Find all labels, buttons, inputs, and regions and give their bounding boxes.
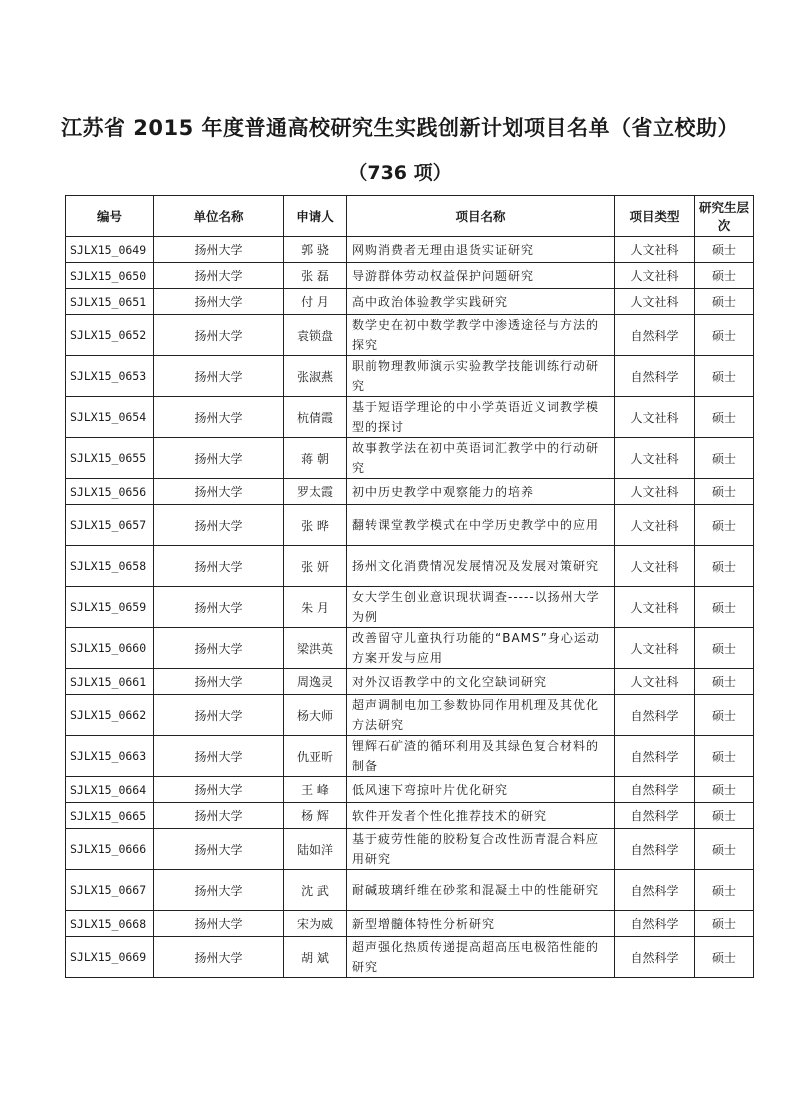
cell-level: 硕士 — [695, 803, 754, 829]
cell-id: SJLX15_0660 — [66, 628, 154, 669]
column-header-unit: 单位名称 — [154, 196, 284, 237]
cell-project-name: 初中历史教学中观察能力的培养 — [347, 479, 615, 505]
table-row — [66, 937, 754, 978]
cell-unit: 扬州大学 — [154, 263, 284, 289]
cell-unit: 扬州大学 — [154, 315, 284, 356]
cell-id: SJLX15_0652 — [66, 315, 154, 356]
cell-id: SJLX15_0666 — [66, 829, 154, 870]
cell-applicant: 沈 武 — [284, 870, 347, 911]
cell-applicant: 杨 辉 — [284, 803, 347, 829]
cell-id: SJLX15_0658 — [66, 546, 154, 587]
cell-unit: 扬州大学 — [154, 438, 284, 479]
cell-id: SJLX15_0651 — [66, 289, 154, 315]
cell-unit: 扬州大学 — [154, 237, 284, 263]
cell-project-type: 自然科学 — [615, 356, 695, 397]
cell-id: SJLX15_0667 — [66, 870, 154, 911]
cell-level: 硕士 — [695, 829, 754, 870]
cell-level: 硕士 — [695, 315, 754, 356]
table-row — [66, 911, 754, 937]
cell-applicant: 宋为威 — [284, 911, 347, 937]
cell-project-name: 职前物理教师演示实验教学技能训练行动研究 — [347, 356, 615, 397]
cell-project-type: 自然科学 — [615, 736, 695, 777]
cell-id: SJLX15_0655 — [66, 438, 154, 479]
table-row — [66, 397, 754, 438]
cell-id: SJLX15_0657 — [66, 505, 154, 546]
cell-project-name: 女大学生创业意识现状调查-----以扬州大学为例 — [347, 587, 615, 628]
cell-project-name: 超声调制电加工参数协同作用机理及其优化方法研究 — [347, 695, 615, 736]
cell-project-name: 对外汉语教学中的文化空缺词研究 — [347, 669, 615, 695]
cell-project-name: 改善留守儿童执行功能的“BAMS”身心运动方案开发与应用 — [347, 628, 615, 669]
cell-level: 硕士 — [695, 669, 754, 695]
table-row — [66, 546, 754, 587]
table-row — [66, 870, 754, 911]
cell-unit: 扬州大学 — [154, 777, 284, 803]
cell-applicant: 付 月 — [284, 289, 347, 315]
cell-applicant: 蒋 朝 — [284, 438, 347, 479]
cell-unit: 扬州大学 — [154, 505, 284, 546]
cell-project-name: 翻转课堂教学模式在中学历史教学中的应用 — [347, 505, 615, 546]
cell-project-name: 新型增髓体特性分析研究 — [347, 911, 615, 937]
table-body — [66, 237, 754, 978]
table-row — [66, 736, 754, 777]
cell-project-type: 人文社科 — [615, 546, 695, 587]
cell-level: 硕士 — [695, 263, 754, 289]
cell-project-name: 耐碱玻璃纤维在砂浆和混凝土中的性能研究 — [347, 870, 615, 911]
cell-project-type: 人文社科 — [615, 397, 695, 438]
cell-project-name: 扬州文化消费情况发展情况及发展对策研究 — [347, 546, 615, 587]
cell-id: SJLX15_0665 — [66, 803, 154, 829]
cell-level: 硕士 — [695, 937, 754, 978]
cell-unit: 扬州大学 — [154, 356, 284, 397]
cell-project-name: 导游群体劳动权益保护问题研究 — [347, 263, 615, 289]
column-header-id: 编号 — [66, 196, 154, 237]
table-row — [66, 356, 754, 397]
cell-level: 硕士 — [695, 289, 754, 315]
cell-unit: 扬州大学 — [154, 803, 284, 829]
cell-unit: 扬州大学 — [154, 479, 284, 505]
cell-project-type: 自然科学 — [615, 777, 695, 803]
page-title: 江苏省 2015 年度普通高校研究生实践创新计划项目名单（省立校助） — [60, 116, 740, 140]
cell-project-type: 人文社科 — [615, 669, 695, 695]
cell-project-name: 基于疲劳性能的胶粉复合改性沥青混合料应用研究 — [347, 829, 615, 870]
cell-project-type: 人文社科 — [615, 289, 695, 315]
table-row — [66, 803, 754, 829]
cell-level: 硕士 — [695, 777, 754, 803]
cell-applicant: 陆如洋 — [284, 829, 347, 870]
cell-project-type: 人文社科 — [615, 263, 695, 289]
cell-project-type: 人文社科 — [615, 505, 695, 546]
table-row — [66, 263, 754, 289]
cell-project-name: 低风速下弯掠叶片优化研究 — [347, 777, 615, 803]
cell-unit: 扬州大学 — [154, 669, 284, 695]
table-row — [66, 587, 754, 628]
cell-id: SJLX15_0668 — [66, 911, 154, 937]
cell-level: 硕士 — [695, 546, 754, 587]
cell-project-name: 软件开发者个性化推荐技术的研究 — [347, 803, 615, 829]
cell-unit: 扬州大学 — [154, 829, 284, 870]
cell-unit: 扬州大学 — [154, 587, 284, 628]
cell-applicant: 王 峰 — [284, 777, 347, 803]
column-header-applicant: 申请人 — [284, 196, 347, 237]
cell-applicant: 胡 斌 — [284, 937, 347, 978]
table-row — [66, 829, 754, 870]
cell-applicant: 仇亚昕 — [284, 736, 347, 777]
table-row — [66, 289, 754, 315]
cell-id: SJLX15_0661 — [66, 669, 154, 695]
cell-unit: 扬州大学 — [154, 628, 284, 669]
table-row — [66, 669, 754, 695]
cell-level: 硕士 — [695, 397, 754, 438]
cell-level: 硕士 — [695, 628, 754, 669]
cell-unit: 扬州大学 — [154, 736, 284, 777]
cell-id: SJLX15_0659 — [66, 587, 154, 628]
cell-id: SJLX15_0650 — [66, 263, 154, 289]
cell-level: 硕士 — [695, 736, 754, 777]
cell-applicant: 朱 月 — [284, 587, 347, 628]
cell-id: SJLX15_0663 — [66, 736, 154, 777]
cell-level: 硕士 — [695, 870, 754, 911]
cell-project-type: 自然科学 — [615, 829, 695, 870]
cell-applicant: 梁洪英 — [284, 628, 347, 669]
cell-project-type: 自然科学 — [615, 315, 695, 356]
cell-unit: 扬州大学 — [154, 397, 284, 438]
cell-project-type: 自然科学 — [615, 803, 695, 829]
cell-id: SJLX15_0653 — [66, 356, 154, 397]
table-row — [66, 628, 754, 669]
cell-applicant: 周逸灵 — [284, 669, 347, 695]
table-row — [66, 695, 754, 736]
page-subtitle: （736 项） — [348, 162, 452, 184]
cell-unit: 扬州大学 — [154, 695, 284, 736]
cell-level: 硕士 — [695, 438, 754, 479]
cell-applicant: 郭 骁 — [284, 237, 347, 263]
cell-project-name: 基于短语学理论的中小学英语近义词教学模型的探讨 — [347, 397, 615, 438]
table-row — [66, 777, 754, 803]
cell-id: SJLX15_0649 — [66, 237, 154, 263]
cell-project-type: 自然科学 — [615, 937, 695, 978]
cell-project-name: 高中政治体验教学实践研究 — [347, 289, 615, 315]
table-header-row — [66, 196, 754, 237]
cell-id: SJLX15_0669 — [66, 937, 154, 978]
cell-project-name: 网购消费者无理由退货实证研究 — [347, 237, 615, 263]
cell-level: 硕士 — [695, 505, 754, 546]
cell-applicant: 杭倩霞 — [284, 397, 347, 438]
table-row — [66, 505, 754, 546]
cell-project-type: 自然科学 — [615, 870, 695, 911]
cell-applicant: 袁锁盘 — [284, 315, 347, 356]
cell-applicant: 张 妍 — [284, 546, 347, 587]
cell-unit: 扬州大学 — [154, 546, 284, 587]
table-row — [66, 315, 754, 356]
cell-project-type: 自然科学 — [615, 695, 695, 736]
project-table — [65, 195, 754, 978]
cell-level: 硕士 — [695, 479, 754, 505]
cell-applicant: 张 晔 — [284, 505, 347, 546]
cell-level: 硕士 — [695, 237, 754, 263]
cell-project-type: 人文社科 — [615, 587, 695, 628]
column-header-level: 研究生层次 — [695, 196, 754, 237]
cell-id: SJLX15_0664 — [66, 777, 154, 803]
cell-applicant: 杨大师 — [284, 695, 347, 736]
cell-unit: 扬州大学 — [154, 937, 284, 978]
cell-project-type: 人文社科 — [615, 479, 695, 505]
cell-unit: 扬州大学 — [154, 911, 284, 937]
cell-project-type: 自然科学 — [615, 911, 695, 937]
cell-applicant: 张淑燕 — [284, 356, 347, 397]
cell-unit: 扬州大学 — [154, 870, 284, 911]
cell-id: SJLX15_0656 — [66, 479, 154, 505]
cell-project-name: 超声强化热质传递提高超高压电极箔性能的研究 — [347, 937, 615, 978]
cell-project-type: 人文社科 — [615, 438, 695, 479]
cell-applicant: 张 磊 — [284, 263, 347, 289]
cell-level: 硕士 — [695, 911, 754, 937]
cell-id: SJLX15_0662 — [66, 695, 154, 736]
cell-project-name: 故事教学法在初中英语词汇教学中的行动研究 — [347, 438, 615, 479]
column-header-type: 项目类型 — [615, 196, 695, 237]
table-row — [66, 237, 754, 263]
cell-level: 硕士 — [695, 695, 754, 736]
column-header-project: 项目名称 — [347, 196, 615, 237]
cell-project-name: 锂辉石矿渣的循环利用及其绿色复合材料的制备 — [347, 736, 615, 777]
cell-project-name: 数学史在初中数学教学中渗透途径与方法的探究 — [347, 315, 615, 356]
cell-level: 硕士 — [695, 356, 754, 397]
cell-id: SJLX15_0654 — [66, 397, 154, 438]
cell-unit: 扬州大学 — [154, 289, 284, 315]
table-row — [66, 479, 754, 505]
table-row — [66, 438, 754, 479]
cell-level: 硕士 — [695, 587, 754, 628]
cell-project-type: 人文社科 — [615, 628, 695, 669]
cell-applicant: 罗太霞 — [284, 479, 347, 505]
cell-project-type: 人文社科 — [615, 237, 695, 263]
